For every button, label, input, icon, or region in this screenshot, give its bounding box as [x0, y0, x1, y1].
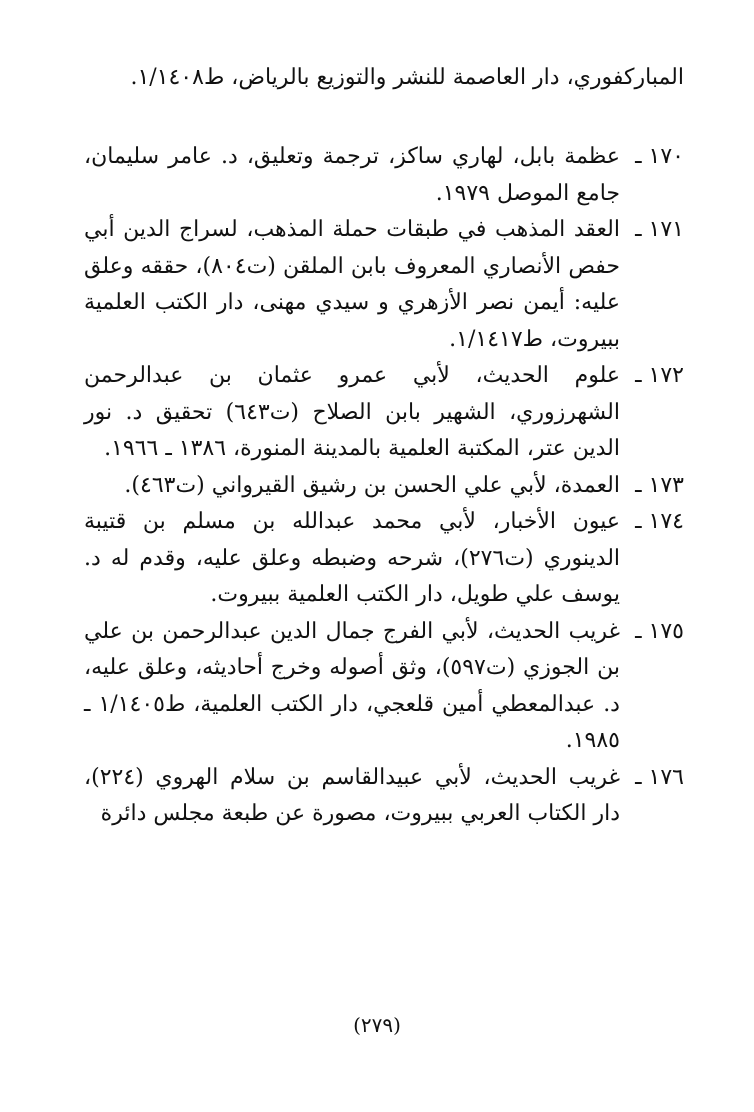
entry-text: العمدة، لأبي علي الحسن بن رشيق القيرواني (ت٤٦٣).	[124, 472, 620, 498]
entry-text: علوم الحديث، لأبي عمرو عثمان بن عبدالرحمن الشهرزوري، الشهير بابن الصلاح (ت٦٤٣) تحقيق د. نور الدين عتر، المكتبة العلمية بالمدينة المنورة، ١٣٨٦ ـ ١٩٦٦.	[84, 363, 620, 461]
bibliography-list	[84, 139, 684, 833]
entry-number: ١٧٠ ـ	[635, 144, 684, 169]
continued-entry-text: المباركفوري، دار العاصمة للنشر والتوزيع بالرياض، ط١/١٤٠٨.	[130, 65, 684, 90]
bibliography-entry	[84, 760, 684, 833]
page-number: (٢٧٩)	[353, 1013, 401, 1037]
entry-text: غريب الحديث، لأبي الفرج جمال الدين عبدالرحمن بن علي بن الجوزي (ت٥٩٧)، وثق أصوله وخرج أحاديثه، وعلق عليه، د. عبدالمعطي أمين قلعجي، دار الكتب العلمية، ط١/١٤٠٥ ـ ١٩٨٥.	[84, 618, 620, 753]
entry-number: ١٧٣ ـ	[635, 472, 684, 498]
entry-text: العقد المذهب في طبقات حملة المذهب، لسراج الدين أبي حفص الأنصاري المعروف بابن الملقن (ت٨٠٤)، حققه وعلق عليه: أيمن نصر الأزهري و سيدي مهنى، دار الكتب العلمية ببيروت، ط١/١٤١٧.	[84, 217, 620, 352]
entry-text: عظمة بابل، لهاري ساكز، ترجمة وتعليق، د. عامر سليمان، جامع الموصل ١٩٧٩.	[84, 144, 620, 206]
entry-number: ١٧٢ ـ	[635, 363, 684, 388]
entry-number: ١٧٦ ـ	[635, 764, 684, 790]
entry-number: ١٧٥ ـ	[635, 618, 684, 644]
entry-number: ١٧٤ ـ	[635, 509, 684, 534]
bibliography-entry	[84, 614, 684, 760]
entry-text: عيون الأخبار، لأبي محمد عبدالله بن مسلم بن قتيبة الدينوري (ت٢٧٦)، شرحه وضبطه وعلق عليه، وقدم له د. يوسف علي طويل، دار الكتب العلمية ببيروت.	[84, 509, 621, 607]
bibliography-entry	[84, 504, 684, 614]
entry-number: ١٧١ ـ	[635, 217, 684, 242]
bibliography-entry	[84, 358, 684, 468]
bibliography-entry	[84, 212, 684, 358]
bibliography-entry	[84, 139, 684, 212]
entry-text: غريب الحديث، لأبي عبيدالقاسم بن سلام الهروي (٢٢٤)، دار الكتاب العربي ببيروت، مصورة عن طبعة مجلس دائرة	[84, 764, 620, 826]
bibliography-entry	[84, 468, 684, 505]
